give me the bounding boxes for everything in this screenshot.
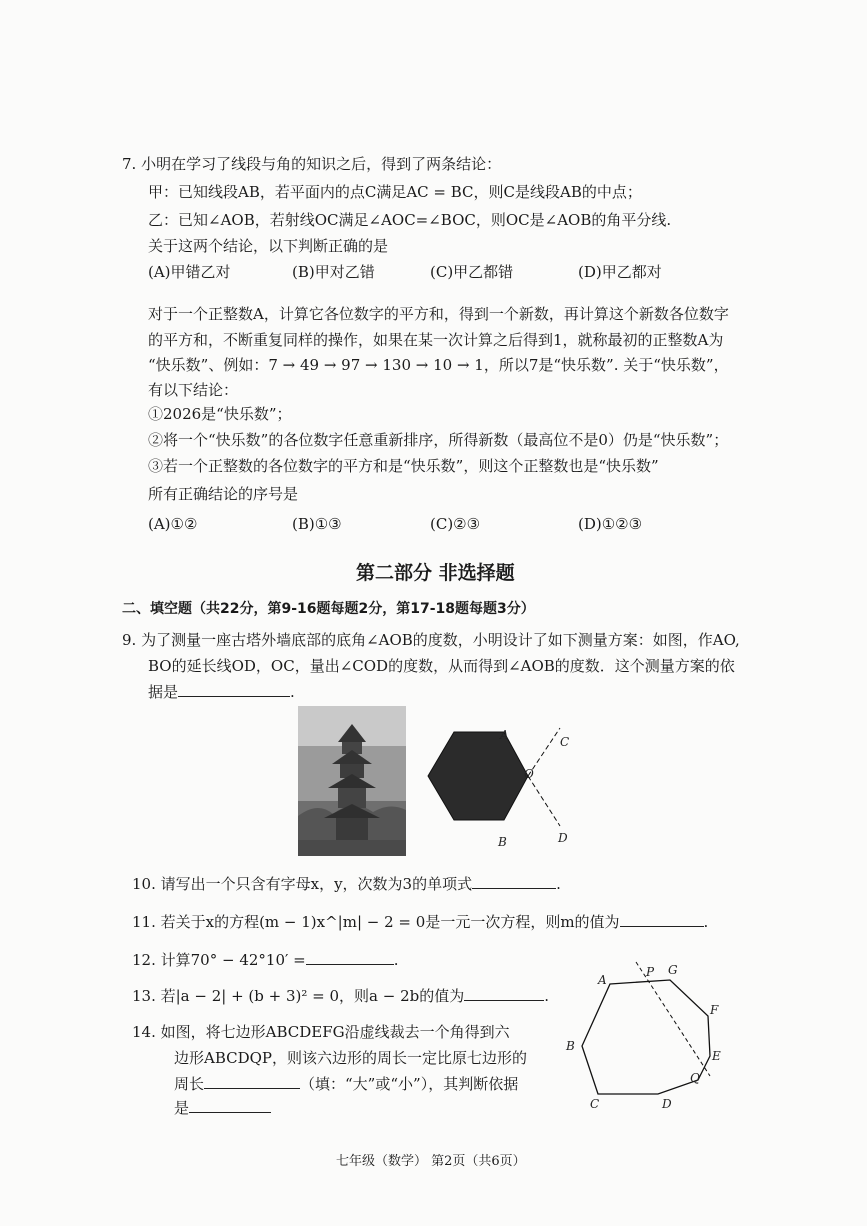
label-g: G	[668, 963, 678, 977]
label-p: P	[646, 965, 655, 979]
q9-line-1: 9. 为了测量一座古塔外墙底部的底角∠AOB的度数，小明设计了如下测量方案：如图，作AO,	[122, 631, 740, 649]
section2-title: 二、填空题（共22分，第9-16题每题2分，第17-18题每题3分）	[122, 601, 535, 617]
q14-line-3	[174, 1074, 518, 1094]
q8-line-1: 对于一个正整数A，计算它各位数字的平方和，得到一个新数，再计算这个新数各位数字	[148, 305, 729, 323]
label-c: C	[590, 1097, 600, 1111]
q14-line-2: 边形ABCDQP，则该六边形的周长一定比原七边形的	[174, 1049, 528, 1067]
label-c: C	[560, 735, 570, 749]
q7-option-a: (A)甲错乙对	[148, 263, 231, 281]
q8-option-b: (B)①③	[292, 515, 342, 533]
pagoda-image	[298, 706, 406, 856]
label-b: B	[498, 835, 507, 849]
q14-heptagon-diagram	[558, 958, 738, 1114]
q7-statement-jia: 甲：已知线段AB，若平面内的点C满足AC = BC，则C是线段AB的中点；	[148, 183, 642, 201]
q14-line-1: 14. 如图，将七边形ABCDEFG沿虚线裁去一个角得到六	[132, 1023, 510, 1041]
q11-text: 11. 若关于x的方程(m − 1)x^|m| − 2 = 0是一元一次方程，则m的值为	[132, 913, 620, 931]
part2-title: 第二部分 非选择题	[356, 562, 515, 584]
q7-option-c: (C)甲乙都错	[430, 263, 514, 281]
label-o: O	[524, 767, 534, 781]
q8-conclusion-3: ③若一个正整数的各位数字的平方和是“快乐数”，则这个正整数也是“快乐数”	[148, 457, 659, 475]
q13	[132, 986, 549, 1006]
q13-answer-blank[interactable]	[464, 986, 544, 1001]
q14-line-4-text: 是	[174, 1099, 190, 1117]
q12-tail: .	[393, 951, 399, 969]
page-footer: 七年级（数学） 第2页（共6页）	[336, 1154, 526, 1169]
q11-answer-blank[interactable]	[620, 912, 704, 927]
q14-answer-blank-2[interactable]	[189, 1098, 271, 1113]
q14-line-3-tail: （填：“大”或“小”），其判断依据	[300, 1075, 519, 1093]
q12-text: 12. 计算70° − 42°10′ =	[132, 951, 306, 969]
q8-option-d: (D)①②③	[578, 515, 643, 533]
q8-question: 所有正确结论的序号是	[148, 485, 299, 503]
label-e: E	[712, 1049, 721, 1063]
q7-option-d: (D)甲乙都对	[578, 263, 662, 281]
q9-angle-figure	[418, 722, 588, 852]
q9-hexagon-diagram	[418, 722, 588, 852]
label-d: D	[662, 1097, 672, 1111]
q14-heptagon-figure	[558, 958, 738, 1114]
q8-line-3: “快乐数”、例如：7 → 49 → 97 → 130 → 10 → 1，所以7是“快乐数”. 关于“快乐数”，	[148, 356, 729, 374]
label-a: A	[500, 728, 509, 742]
q9-answer-blank[interactable]	[178, 682, 290, 697]
label-q: Q	[690, 1071, 700, 1085]
q13-text: 13. 若|a − 2| + (b + 3)² = 0，则a − 2b的值为	[132, 987, 465, 1005]
q10-tail: .	[556, 875, 561, 893]
q8-line-2: 的平方和，不断重复同样的操作，如果在某一次计算之后得到1，就称最初的正整数A为	[148, 331, 724, 349]
q10-answer-blank[interactable]	[472, 874, 556, 889]
q14-line-3-text: 周长	[174, 1075, 205, 1093]
q7-option-b: (B)甲对乙错	[292, 263, 375, 281]
label-f: F	[710, 1003, 719, 1017]
q11-tail: .	[703, 913, 709, 931]
q12-answer-blank[interactable]	[306, 950, 394, 965]
label-d: D	[558, 831, 568, 845]
label-b: B	[566, 1039, 575, 1053]
q11	[132, 912, 708, 932]
q8-conclusion-1: ①2026是“快乐数”；	[148, 405, 292, 423]
pagoda-photo	[298, 706, 406, 856]
q7-stem: 7. 小明在学习了线段与角的知识之后，得到了两条结论：	[122, 155, 502, 173]
q7-question: 关于这两个结论，以下判断正确的是	[148, 237, 389, 255]
q7-statement-yi: 乙：已知∠AOB，若射线OC满足∠AOC=∠BOC，则OC是∠AOB的角平分线.	[148, 211, 672, 229]
q13-tail: .	[544, 987, 550, 1005]
q9-line-3	[148, 682, 295, 702]
q10-text: 10. 请写出一个只含有字母x，y，次数为3的单项式	[132, 875, 473, 893]
q8-option-c: (C)②③	[430, 515, 481, 533]
q9-line-2: BO的延长线OD，OC，量出∠COD的度数，从而得到∠AOB的度数．这个测量方案的依	[148, 657, 735, 675]
q9-line-3-text: 据是	[148, 683, 179, 701]
q9-tail: .	[290, 683, 295, 701]
label-a: A	[598, 973, 607, 987]
q10	[132, 874, 561, 894]
q8-conclusion-2: ②将一个“快乐数”的各位数字任意重新排序，所得新数（最高位不是0）仍是“快乐数”；	[148, 431, 729, 449]
q14-answer-blank-1[interactable]	[204, 1074, 300, 1089]
q12	[132, 950, 399, 970]
q8-line-4: 有以下结论：	[148, 381, 239, 399]
q14-line-4	[174, 1098, 271, 1118]
q8-option-a: (A)①②	[148, 515, 198, 533]
